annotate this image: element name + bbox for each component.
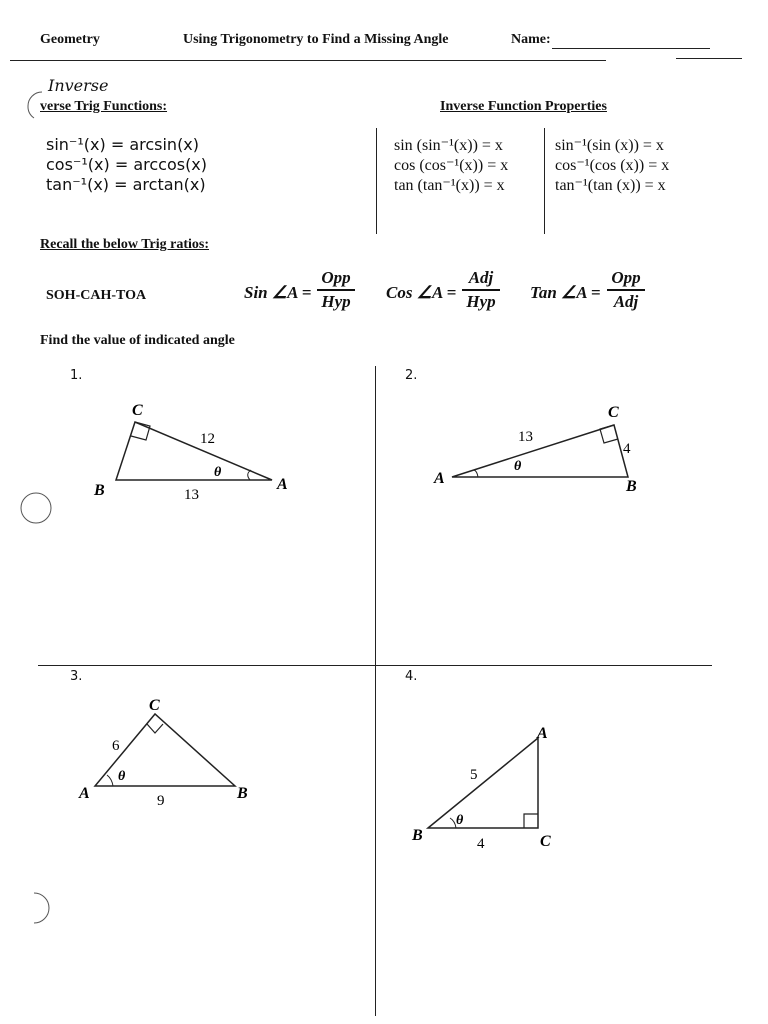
problem-2-side-4: 4 (623, 441, 631, 457)
punch-hole-top (16, 488, 56, 528)
problem-1-number: 1. (70, 368, 83, 383)
problem-2-side-13: 13 (518, 429, 533, 445)
triangle-2-angle-arc (474, 470, 478, 477)
property-cos-right: cos⁻¹(cos (x)) = x (555, 157, 670, 174)
cos-ratio-numerator: Adj (468, 268, 494, 287)
sin-ratio-fraction (317, 268, 355, 312)
properties-divider-mid (544, 128, 545, 234)
property-sin-left: sin (sin⁻¹(x)) = x (394, 137, 503, 154)
triangle-3-angle-arc (107, 775, 113, 786)
property-tan-left: tan (tan⁻¹(x)) = x (394, 177, 505, 194)
inverse-sin-line: sin⁻¹(x) = arcsin(x) (46, 135, 200, 154)
sin-ratio-denominator: Hyp (321, 291, 351, 311)
problem-3-theta: θ (118, 769, 126, 784)
problem-1-vertex-c: C (132, 402, 143, 419)
inverse-functions-heading: verse Trig Functions: (40, 99, 168, 114)
cos-ratio-fraction (462, 268, 500, 312)
problem-2-vertex-a: A (434, 470, 445, 487)
property-tan-right: tan⁻¹(tan (x)) = x (555, 177, 666, 194)
problem-2-triangle (430, 395, 660, 505)
name-blank-line[interactable] (552, 48, 710, 49)
inverse-tan-line: tan⁻¹(x) = arctan(x) (46, 175, 206, 194)
problem-3-vertex-b: B (237, 785, 248, 802)
subject-label: Geometry (40, 32, 100, 47)
inverse-cos-line: cos⁻¹(x) = arccos(x) (46, 155, 208, 174)
punch-hole-header (20, 88, 50, 128)
tan-ratio-fraction (607, 268, 645, 312)
problem-1-theta: θ (214, 465, 222, 480)
problem-4-theta: θ (456, 813, 464, 828)
problem-4-vertex-c: C (540, 833, 551, 850)
problem-3-number: 3. (70, 669, 83, 684)
quadrant-divider-horizontal (38, 665, 712, 666)
problem-1-triangle (80, 395, 300, 505)
tan-ratio-denominator: Adj (613, 291, 639, 311)
name-label: Name: (511, 32, 551, 47)
triangle-4-outline (428, 738, 538, 828)
header-rule (10, 60, 606, 61)
tan-ratio-label: Tan ∠A = (530, 283, 601, 302)
problem-1-side-13: 13 (184, 487, 199, 503)
quadrant-divider-vertical (375, 366, 376, 1016)
soh-cah-toa: SOH-CAH-TOA (46, 288, 147, 303)
sin-ratio-numerator: Opp (321, 268, 351, 287)
problem-2-theta: θ (514, 459, 522, 474)
triangle-1-outline (116, 422, 272, 480)
problem-3-triangle (75, 692, 275, 812)
problem-4-vertex-a: A (537, 725, 548, 742)
worksheet-title: Using Trigonometry to Find a Missing Angle (183, 32, 449, 47)
problem-2-vertex-b: B (626, 478, 637, 495)
problem-4-number: 4. (405, 669, 418, 684)
problem-2-vertex-c: C (608, 404, 619, 421)
property-cos-left: cos (cos⁻¹(x)) = x (394, 157, 509, 174)
properties-divider-left (376, 128, 377, 234)
properties-heading: Inverse Function Properties (440, 99, 607, 114)
problem-3-vertex-a: A (79, 785, 90, 802)
cos-ratio-label: Cos ∠A = (386, 283, 457, 302)
problem-4-side-4: 4 (477, 836, 485, 852)
punch-hole-bottom (14, 888, 54, 928)
problem-4-side-5: 5 (470, 767, 478, 783)
problem-3-side-6: 6 (112, 738, 120, 754)
header-rule-right (676, 58, 742, 59)
problem-1-vertex-a: A (277, 476, 288, 493)
tan-ratio-numerator: Opp (611, 268, 641, 287)
triangle-4-right-angle-mark (524, 814, 538, 828)
cos-ratio-denominator: Hyp (466, 291, 496, 311)
problem-1-side-12: 12 (200, 431, 215, 447)
handwritten-inverse: Inverse (48, 76, 109, 95)
recall-heading: Recall the below Trig ratios: (40, 237, 210, 252)
problem-2-number: 2. (405, 368, 418, 383)
triangle-3-right-angle-mark (147, 724, 163, 733)
sin-ratio-label: Sin ∠A = (244, 283, 312, 302)
problem-1-vertex-b: B (94, 482, 105, 499)
property-sin-right: sin⁻¹(sin (x)) = x (555, 137, 664, 154)
problem-3-vertex-c: C (149, 697, 160, 714)
instructions: Find the value of indicated angle (40, 333, 235, 348)
problem-4-triangle (400, 712, 580, 862)
problem-3-side-9: 9 (157, 793, 165, 809)
problem-4-vertex-b: B (412, 827, 423, 844)
